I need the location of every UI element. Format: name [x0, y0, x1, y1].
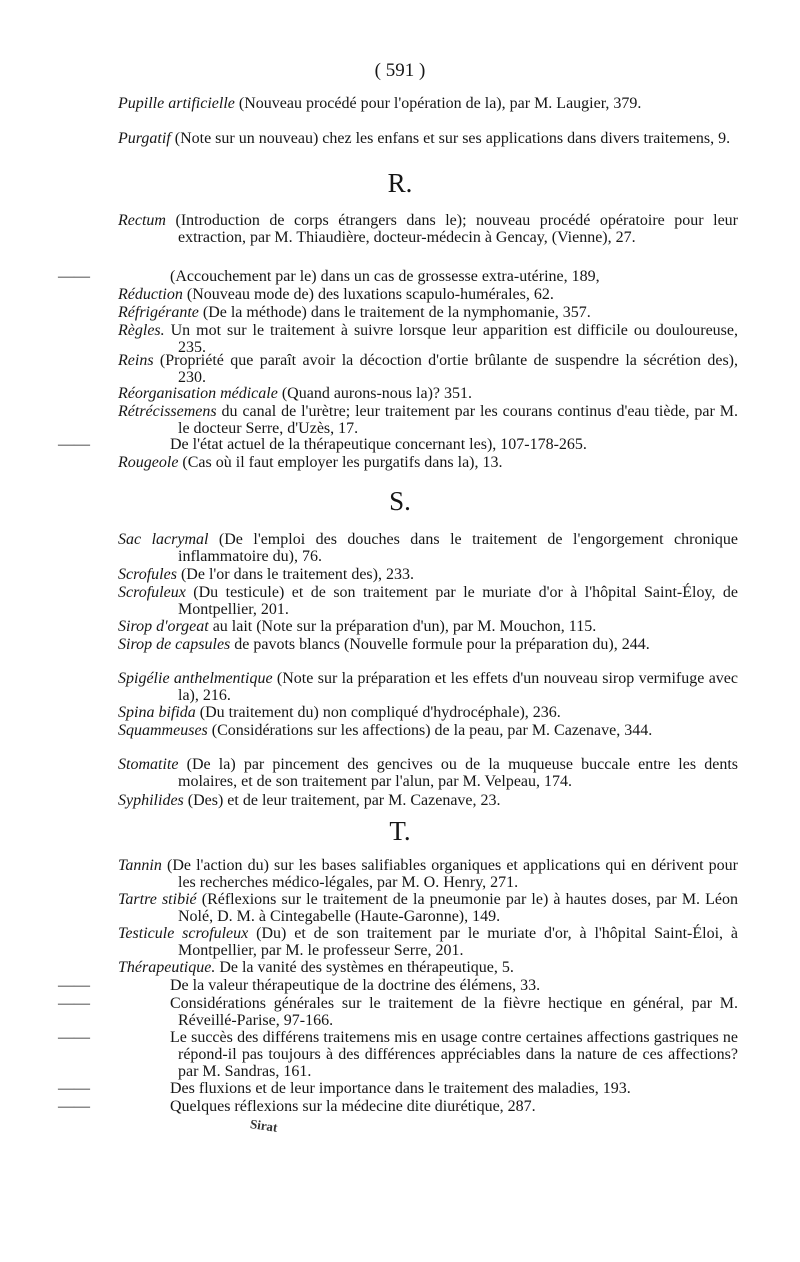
entry-term: Réduction — [118, 286, 183, 303]
entry-text: Considérations générales sur le traitement de la fièvre hectique en général, par M. Réveillé-Parise, 97-166. — [170, 995, 738, 1029]
index-entry — [118, 891, 738, 925]
entry-term: Syphilides — [118, 792, 184, 809]
entry-term: Sac lacrymal — [118, 531, 209, 548]
index-entry — [118, 857, 738, 891]
entry-term: Sirop de capsules — [118, 636, 231, 653]
section-letter-t: T. — [389, 816, 411, 846]
entry-term: Tartre stibié — [118, 891, 197, 908]
entry-text: (Du testicule) et de son traitement par le muriate d'or à l'hôpital Saint-Éloy, de Montpellier, 201. — [178, 584, 738, 618]
entry-text: De la valeur thérapeutique de la doctrine des élémens, 33. — [170, 977, 541, 994]
entry-text: (Note sur un nouveau) chez les enfans et sur ses applications dans divers traitemens, 9. — [174, 130, 731, 147]
entry-text: Un mot sur le traitement à suivre lorsque leur apparition est difficile ou douloureuse, 235. — [170, 322, 738, 356]
index-entry — [118, 618, 738, 635]
entry-text: (Quand aurons-nous la)? 351. — [281, 385, 472, 402]
index-entry: —— De l'état actuel de la thérapeutique concernant les), 107-178-265. — [58, 436, 587, 453]
index-entry — [118, 925, 738, 959]
entry-text: (Du traitement du) non compliqué d'hydrocéphale), 236. — [199, 704, 561, 721]
index-entry — [118, 704, 738, 721]
entry-text: au lait (Note sur la préparation d'un), par M. Mouchon, 115. — [212, 618, 597, 635]
entry-text: (Des) et de leur traitement, par M. Cazenave, 23. — [187, 792, 501, 809]
index-entry: —— Quelques réflexions sur la médecine dite diurétique, 287. — [58, 1098, 536, 1115]
index-entry — [118, 304, 738, 321]
entry-term: Squammeuses — [118, 722, 208, 739]
index-entry — [118, 352, 738, 386]
index-entry — [118, 454, 738, 471]
entry-term: Reins — [118, 352, 154, 369]
entry-text: De l'état actuel de la thérapeutique concernant les), 107-178-265. — [170, 436, 587, 453]
entry-term: Réorganisation médicale — [118, 385, 278, 402]
index-entry: —— Le succès des différens traitemens mis en usage contre certaines affections gastriques ne répond-il pas toujours à des différences appréciables dans la nature de ces affections? par M. Sandras, 161. — [58, 1029, 738, 1080]
entry-text: (Considérations sur les affections) de la peau, par M. Cazenave, 344. — [211, 722, 653, 739]
index-entry — [118, 670, 738, 704]
library-stamp: Sirat — [249, 1116, 279, 1135]
entry-term: Scrofules — [118, 566, 177, 583]
index-entry — [118, 286, 738, 303]
entry-term: Réfrigérante — [118, 304, 199, 321]
page-number: ( 591 ) — [374, 60, 426, 81]
entry-text: Quelques réflexions sur la médecine dite diurétique, 287. — [170, 1098, 536, 1115]
entry-text: (Propriété que paraît avoir la décoction d'ortie brûlante de suspendre la sécrétion des), 230. — [159, 352, 738, 386]
entry-term: Spigélie anthelmentique — [118, 670, 273, 687]
entry-text: (Du) et de son traitement par le muriate d'or, à l'hôpital Saint-Éloi, à Montpellier, par M. le professeur Serre, 201. — [178, 925, 738, 959]
entry-term: Rectum — [118, 212, 166, 229]
entry-term: Thérapeutique. — [118, 959, 216, 976]
section-letter-r: R. — [387, 168, 413, 198]
index-entry — [118, 959, 738, 976]
entry-text: Le succès des différens traitemens mis en usage contre certaines affections gastriques ne répond-il pas toujours à des différences appréciables dans la nature de ces affections? par M. Sandras, 161. — [170, 1029, 738, 1080]
entry-text: (De l'emploi des douches dans le traitement de l'engorgement chronique inflammatoire du), 76. — [178, 531, 738, 565]
entry-term: Purgatif — [118, 130, 171, 147]
entry-text: (Introduction de corps étrangers dans le); nouveau procédé opératoire pour leur extraction, par M. Thiaudière, docteur-médecin à Gencay, (Vienne), 27. — [175, 212, 738, 246]
entry-text: (Note sur la préparation et les effets d'un nouveau sirop vermifuge avec la), 216. — [178, 670, 739, 704]
entry-term: Pupille artificielle — [118, 95, 235, 112]
entry-text: (De l'or dans le traitement des), 233. — [180, 566, 414, 583]
entry-text: de pavots blancs (Nouvelle formule pour la préparation du), 244. — [234, 636, 650, 653]
entry-text: (De l'action du) sur les bases salifiables organiques et applications qui en dérivent pour les recherches médico-légales, par M. O. Henry, 271. — [166, 857, 739, 891]
index-entry — [118, 95, 738, 112]
index-entry — [118, 566, 738, 583]
entry-term: Sirop d'orgeat — [118, 618, 209, 635]
entry-text: De la vanité des systèmes en thérapeutique, 5. — [219, 959, 514, 976]
entry-text: (Cas où il faut employer les purgatifs dans la), 13. — [182, 454, 503, 471]
entry-text: Des fluxions et de leur importance dans le traitement des maladies, 193. — [170, 1080, 631, 1097]
entry-text: (Nouveau mode de) des luxations scapulo-humérales, 62. — [186, 286, 554, 303]
section-letter-s: S. — [389, 486, 411, 516]
index-entry: —— Considérations générales sur le traitement de la fièvre hectique en général, par M. Réveillé-Parise, 97-166. — [58, 995, 738, 1029]
entry-text: (Réflexions sur le traitement de la pneumonie par le) à hautes doses, par M. Léon Nolé, D. M. à Cintegabelle (Haute-Garonne), 149. — [178, 891, 739, 925]
index-entry — [118, 756, 738, 790]
index-entry: —— Des fluxions et de leur importance dans le traitement des maladies, 193. — [58, 1080, 631, 1097]
entry-term: Stomatite — [118, 756, 179, 773]
entry-term: Spina bifida — [118, 704, 196, 721]
index-entry: —— De la valeur thérapeutique de la doctrine des élémens, 33. — [58, 977, 541, 994]
entry-text: (Nouveau procédé pour l'opération de la), par M. Laugier, 379. — [238, 95, 642, 112]
index-entry — [118, 403, 738, 437]
entry-text: du canal de l'urètre; leur traitement par les courans continus d'eau tiède, par M. le docteur Serre, d'Uzès, 17. — [178, 403, 738, 437]
entry-term: Scrofuleux — [118, 584, 186, 601]
index-entry — [118, 531, 738, 565]
index-entry — [118, 636, 738, 653]
index-entry — [118, 212, 738, 246]
index-entry — [118, 722, 738, 739]
index-entry: —— (Accouchement par le) dans un cas de grossesse extra-utérine, 189, — [58, 268, 600, 285]
index-entry — [118, 792, 738, 809]
entry-term: Testicule scrofuleux — [118, 925, 249, 942]
entry-text: (Accouchement par le) dans un cas de grossesse extra-utérine, 189, — [170, 268, 600, 285]
entry-term: Rougeole — [118, 454, 179, 471]
index-entry — [118, 584, 738, 618]
entry-term: Règles. — [118, 322, 165, 339]
entry-term: Tannin — [118, 857, 162, 874]
index-entry — [118, 322, 738, 356]
entry-term: Rétrécissemens — [118, 403, 217, 420]
index-entry — [118, 385, 738, 402]
entry-text: (De la méthode) dans le traitement de la nymphomanie, 357. — [202, 304, 591, 321]
entry-text: (De la) par pincement des gencives ou de la muqueuse buccale entre les dents molaires, et de son traitement par l'alun, par M. Velpeau, 174. — [178, 756, 739, 790]
index-entry — [118, 130, 738, 147]
